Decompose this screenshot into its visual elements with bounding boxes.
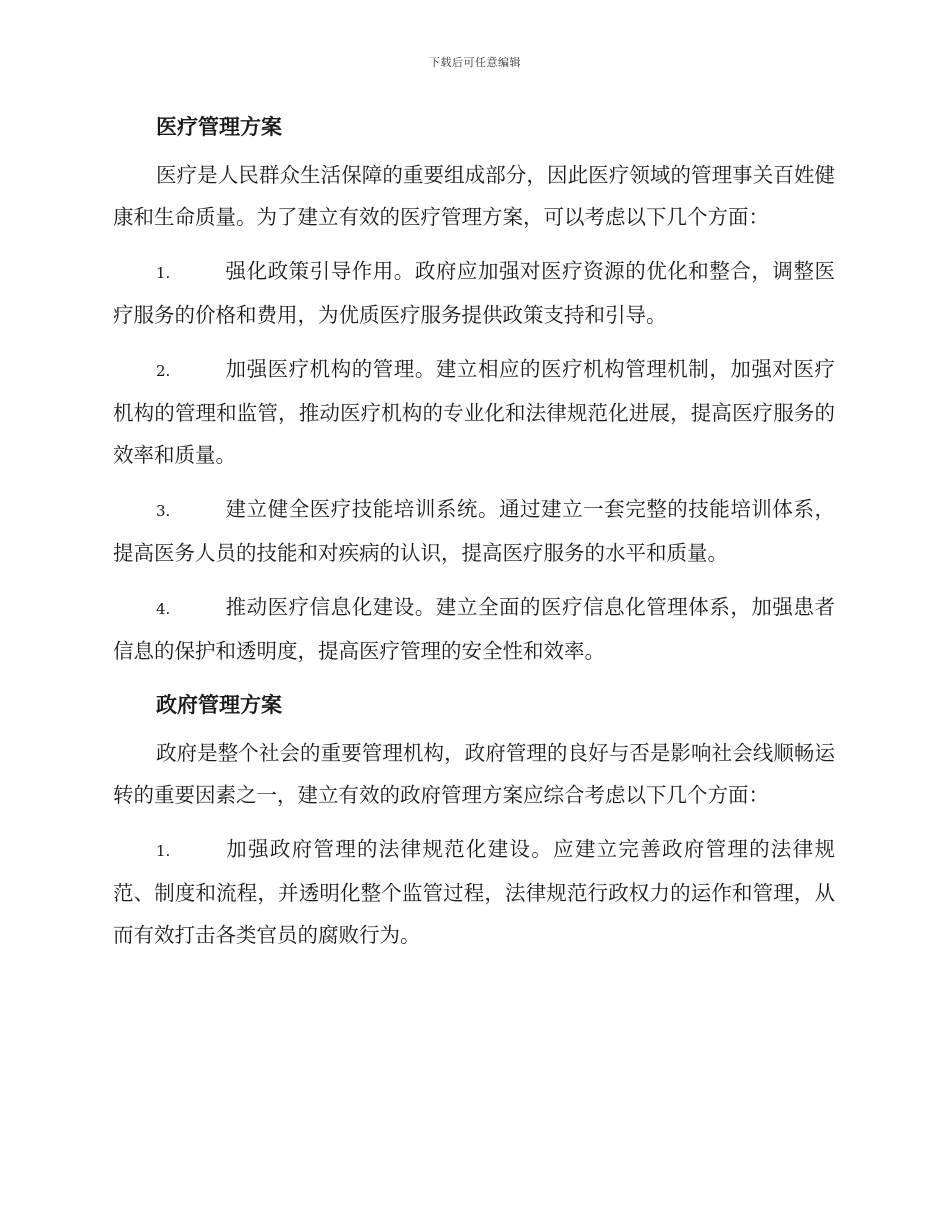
- list-item-text: 强化政策引导作用。政府应加强对医疗资源的优化和整合，调整医疗服务的价格和费用，为优质医疗服务提供政策支持和引导。: [113, 259, 835, 327]
- list-item: [113, 250, 835, 336]
- list-item: [113, 828, 835, 956]
- list-item-number: 4.: [156, 600, 171, 618]
- list-item: [113, 488, 835, 574]
- page-header: 下载后可任意编辑: [429, 56, 521, 69]
- section-intro: 政府是整个社会的重要管理机构，政府管理的良好与否是影响社会线顺畅运转的重要因素之一，建立有效的政府管理方案应综合考虑以下几个方面：: [113, 741, 835, 807]
- list-item-number: 1.: [156, 264, 171, 282]
- section-medical-management: [113, 106, 835, 672]
- list-item-text: 加强政府管理的法律规范化建设。应建立完善政府管理的法律规范、制度和流程，并透明化整个监管过程，法律规范行政权力的运作和管理，从而有效打击各类官员的腐败行为。: [113, 837, 835, 947]
- list-item-number: 1.: [156, 842, 171, 860]
- list-item-number: 3.: [156, 502, 171, 520]
- list-item-number: 2.: [156, 362, 171, 380]
- list-item-text: 推动医疗信息化建设。建立全面的医疗信息化管理体系，加强患者信息的保护和透明度，提高医疗管理的安全性和效率。: [113, 595, 835, 663]
- section-title: 医疗管理方案: [156, 114, 282, 139]
- list-item: [113, 586, 835, 672]
- section-government-management: [113, 684, 835, 956]
- section-title: 政府管理方案: [156, 692, 282, 717]
- list-item: [113, 348, 835, 476]
- document-body: [113, 106, 835, 968]
- section-intro: 医疗是人民群众生活保障的重要组成部分，因此医疗领域的管理事关百姓健康和生命质量。为了建立有效的医疗管理方案，可以考虑以下几个方面：: [113, 163, 835, 229]
- list-item-text: 加强医疗机构的管理。建立相应的医疗机构管理机制，加强对医疗机构的管理和监管，推动医疗机构的专业化和法律规范化进展，提高医疗服务的效率和质量。: [113, 357, 835, 467]
- list-item-text: 建立健全医疗技能培训系统。通过建立一套完整的技能培训体系，提高医务人员的技能和对疾病的认识，提高医疗服务的水平和质量。: [113, 497, 835, 565]
